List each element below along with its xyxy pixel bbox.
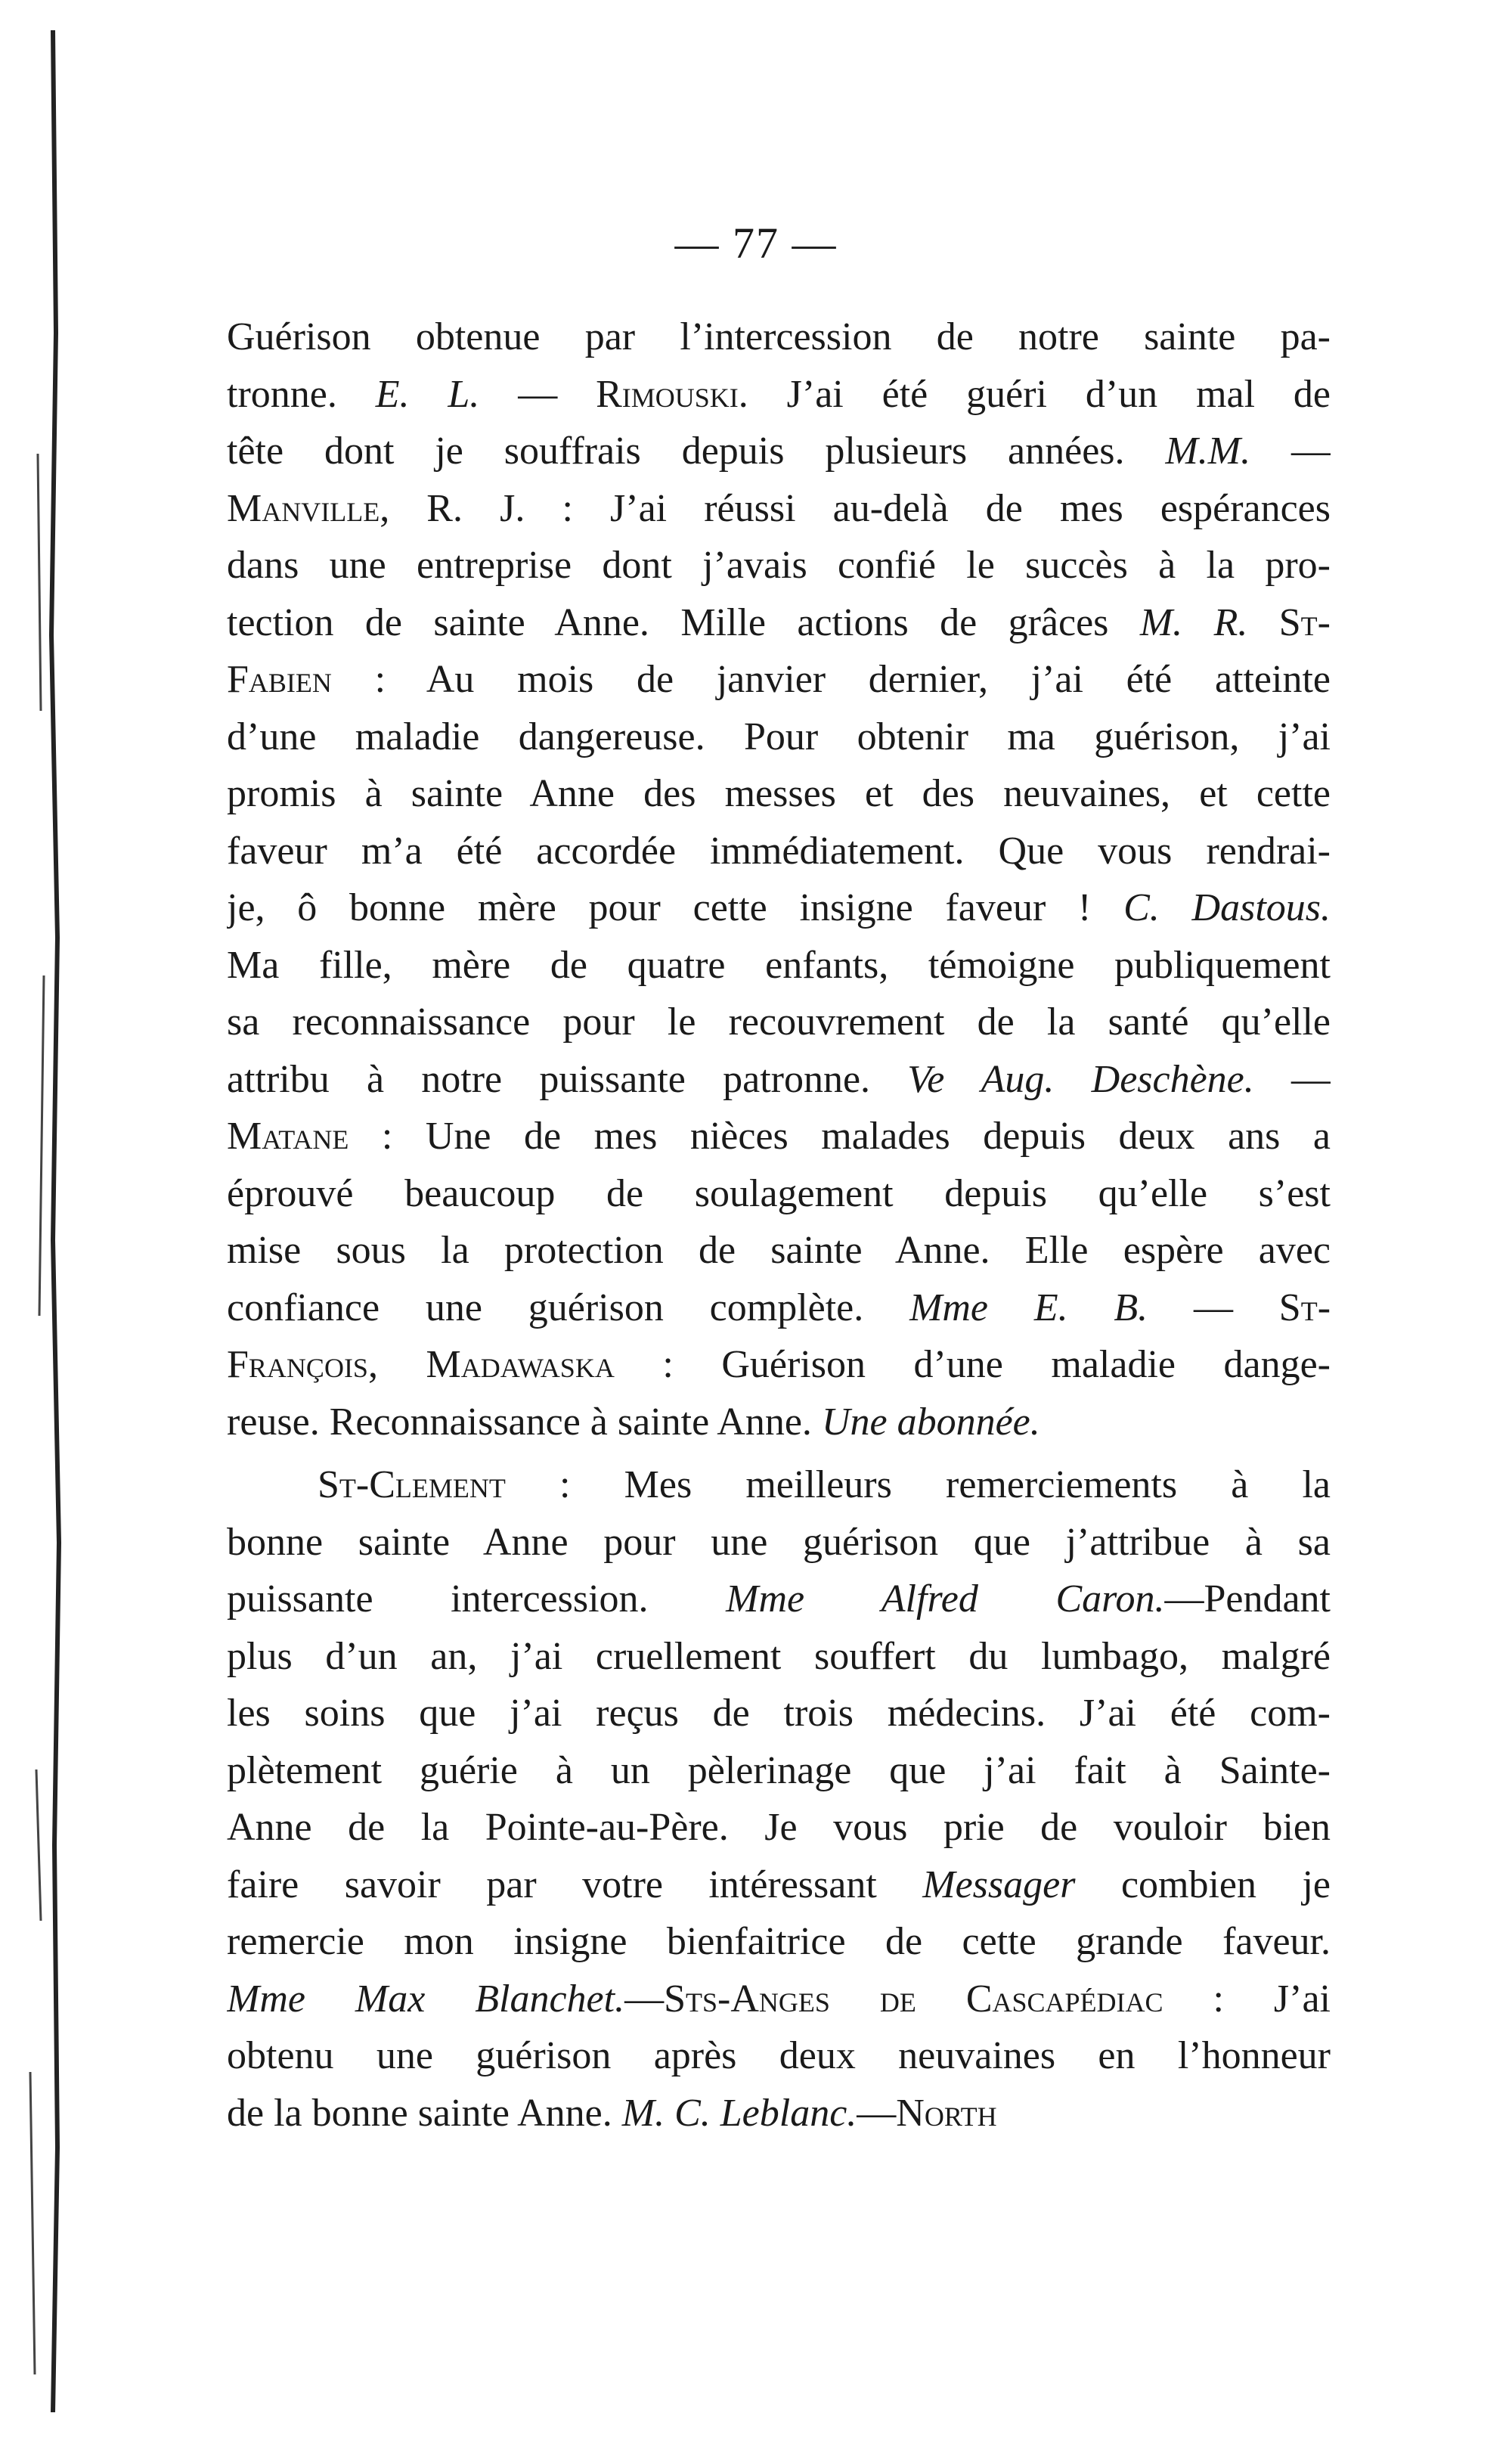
text-line [227,1628,1331,1686]
small-caps-run: Fabien [227,658,332,701]
text-line [227,1222,1331,1279]
text-line [227,2027,1331,2085]
text-run: reuse. Reconnaissance à sainte Anne. [227,1400,822,1444]
text-line [227,1742,1331,1800]
text-run: éprouvé beaucoup de soulagement depuis qu’elle s’est [227,1171,1331,1215]
text-line [227,879,1331,937]
text-run: remercie mon insigne bienfaitrice de cette grande faveur. [227,1920,1331,1963]
text-line [227,1336,1331,1394]
text-run: attribu à notre puissante patronne. [227,1057,908,1101]
small-caps-run: St- [1278,1286,1331,1329]
italic-run: Mme Alfred Caron. [726,1577,1165,1621]
text-run: confiance une guérison complète. [227,1286,910,1329]
italic-run: Mme Max Blanchet. [227,1977,625,2021]
text-run: combien je [1075,1863,1331,1906]
paragraph-1 [227,309,1331,1450]
text-run: — [1250,430,1331,473]
italic-run: M. C. Leblanc. [621,2091,857,2135]
text-run: promis à sainte Anne des messes et des neuvaines, et cette [227,772,1331,815]
text-run: : J’ai [1163,1977,1331,2021]
text-line [227,651,1331,709]
text-run: puissante intercession. [227,1577,727,1621]
paragraph-2 [227,1456,1331,2142]
italic-run: Mme E. B. [909,1286,1148,1329]
text-run: : J’ai réussi au-delà de mes espérances [525,486,1331,530]
text-line [227,1685,1331,1742]
italic-run: C. Dastous. [1123,886,1331,929]
small-caps-run: North [896,2091,997,2135]
text-line [227,709,1331,766]
text-line [227,1394,1331,1451]
text-line [227,537,1331,594]
text-run: dans une entreprise dont j’avais confié le succès à la pro- [227,544,1331,587]
text-line [227,366,1331,423]
text-line [227,594,1331,652]
text-run: mise sous la protection de sainte Anne. Elle espère avec [227,1229,1331,1272]
text-line [227,1571,1331,1628]
text-run: faire savoir par votre intéressant [227,1863,923,1906]
text-run: faveur m’a été accordée immédiatement. Que vous rendrai- [227,829,1331,873]
text-run: tronne. [227,372,376,416]
text-run: : Guérison d’une maladie dange- [614,1343,1331,1386]
text-line [227,937,1331,994]
text-run: — [624,1977,665,2021]
text-run: plètement guérie à un pèlerinage que j’ai fait à Sainte- [227,1748,1331,1792]
text-line [227,1051,1331,1109]
small-caps-run: Rimouski. [596,372,748,416]
italic-run: Messager [922,1863,1076,1906]
small-caps-run: Matane [227,1115,349,1158]
small-caps-run: Manville, R. J. [227,486,525,530]
text-run: les soins que j’ai reçus de trois médecins. J’ai été com- [227,1692,1331,1735]
text-run: d’une maladie dangereuse. Pour obtenir ma guérison, j’ai [227,715,1331,758]
text-line [227,823,1331,880]
italic-run: M. R. [1139,600,1248,644]
text-line [227,765,1331,823]
italic-run: Une abonnée. [821,1400,1040,1444]
text-line [227,480,1331,538]
text-line [227,1108,1331,1165]
text-line [227,1856,1331,1914]
text-run: de la bonne sainte Anne. [227,2091,622,2135]
text-line [227,309,1331,366]
text-run: bonne sainte Anne pour une guérison que j’attribue à sa [227,1520,1331,1564]
italic-run: Ve Aug. Deschène. [907,1057,1254,1101]
text-run: : Mes meilleurs remerciements à la [505,1463,1331,1506]
text-line [227,1456,1331,1514]
text-run: — [1148,1286,1279,1329]
text-line [227,1971,1331,2028]
small-caps-run: St- [1278,600,1331,644]
scan-margin-shadow [23,30,68,2412]
small-caps-run: St-Clement [318,1463,506,1506]
text-run: tête dont je souffrais depuis plusieurs années. [227,430,1166,473]
text-line [227,1799,1331,1856]
text-run: plus d’un an, j’ai cruellement souffert du lumbago, malgré [227,1634,1331,1678]
text-run: — [857,2091,897,2135]
text-line [227,1514,1331,1571]
small-caps-run: François, Madawaska [227,1343,615,1386]
text-run: : Au mois de janvier dernier, j’ai été atteinte [331,658,1331,701]
text-line [227,994,1331,1051]
text-line [227,1913,1331,1971]
text-run: Guérison obtenue par l’intercession de notre sainte pa- [227,315,1331,358]
text-run: —Pendant [1164,1577,1331,1621]
text-run: je, ô bonne mère pour cette insigne faveur ! [227,886,1124,929]
text-line [227,1165,1331,1223]
text-run: — [1253,1057,1331,1101]
text-run: tection de sainte Anne. Mille actions de grâces [227,600,1140,644]
text-run: — [479,372,596,416]
text-run: Anne de la Pointe-au-Père. Je vous prie de vouloir bien [227,1806,1331,1849]
text-line [227,2085,1331,2142]
italic-run: E. L. [375,372,480,416]
text-run [1247,601,1278,644]
page-number: — 77 — [674,219,838,268]
text-run: J’ai été guéri d’un mal de [748,372,1331,416]
text-run: Ma fille, mère de quatre enfants, témoigne publiquement [227,943,1331,987]
text-run: : Une de mes nièces malades depuis deux ans a [349,1115,1331,1158]
text-run: sa reconnaissance pour le recouvrement de la santé qu’elle [227,1000,1331,1044]
text-line [227,1279,1331,1337]
small-caps-run: Sts-Anges de Cascapédiac [664,1977,1163,2021]
italic-run: M.M. [1165,430,1251,473]
text-run: obtenu une guérison après deux neuvaines en l’honneur [227,2034,1331,2077]
text-line [227,423,1331,480]
